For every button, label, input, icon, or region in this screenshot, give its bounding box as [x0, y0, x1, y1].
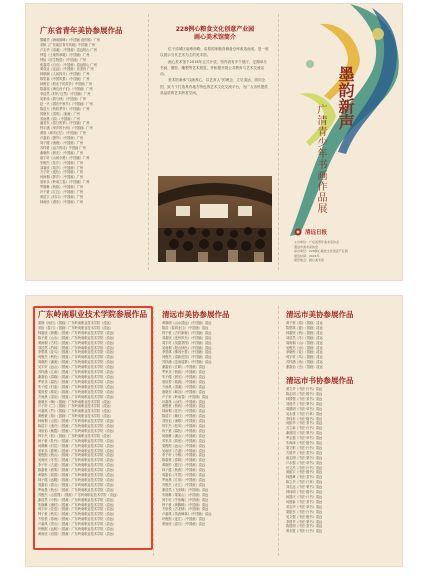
artist-entry: 方雨晨《清溪》（中国画）清远	[162, 384, 206, 389]
brochure-inner-middle-panel	[160, 296, 272, 566]
artist-entry: 苏立新《书法·行书》清远	[286, 426, 323, 431]
artist-entry: 何晓琳《溪山》（中国画）清远	[162, 433, 206, 438]
artist-entry: 卢嘉怡《窗外》（中国画）广州	[40, 136, 84, 141]
artist-entry: 卢志华《清溪》（中国画）清远阳山 广州	[40, 47, 97, 52]
artist-entry: 杨子豪《暮色》（中国画）清远	[162, 428, 206, 433]
artist-entry: 刘建华《书法·篆书》清远	[286, 401, 323, 406]
artist-entry: 何俊杰《秋色》（国画）广东岭南职业技术学院（清远）	[38, 355, 117, 360]
brochure-cover-panel	[280, 4, 402, 280]
artist-entry: 黄雨桐《古村》（国画）广东岭南职业技术学院（清远）	[38, 340, 117, 345]
artist-entry: 苏梓豪《远方的诗》中国画 广州	[40, 145, 86, 150]
museum-intro-title	[154, 26, 276, 42]
artist-entry: 李子轩《古道》（国画）广东岭南职业技术学院（清远）	[38, 463, 117, 468]
artist-entry: 赵一兴《国庆中秋节》（中国画）广州	[40, 101, 93, 106]
artist-entry: 张嘉靖《日出》（中国画）清远阳山 广州	[40, 62, 97, 67]
section-title-city-artists: 清远市美协参展作品	[162, 310, 230, 319]
artist-entry: 何振华《书法·隶书》清远	[286, 421, 323, 426]
artist-entry: 钟宇杰《松风》（中国画）清远	[162, 424, 206, 429]
artist-entry: 何建新《书法·隶书》清远	[286, 499, 323, 504]
artist-entry: 林俊宏《阳光下的故乡》中国画 广州	[40, 82, 93, 87]
panel-divider	[278, 14, 279, 270]
artist-entry: 陈嘉瑶《海边孩子们》（中国画）广州	[40, 87, 93, 92]
artist-entry: 邓帆《广东地区青年风貌》中国画 广州	[40, 42, 96, 47]
artist-entry: 梁文彬《书法·行书》清远	[286, 445, 323, 450]
exhibition-subtitle: 广清青少年书画作品展	[315, 104, 326, 214]
artist-entry: 卢子轩《兰》（国画）广东岭南职业技术学院（清远）	[38, 404, 113, 409]
section-title-lingnan-college: 广东岭南职业技术学院参展作品	[38, 310, 148, 319]
artist-entry: 陈嘉豪《春耕》（中国画）清远	[162, 458, 206, 463]
artist-entry: 陈立华《书法·行草》清远	[286, 480, 323, 485]
artist-entry: 陈浩宇《晚归》（中国画）清远	[162, 414, 206, 419]
artist-entry: 罗晓琳《秋韵》（中国画）广州	[40, 185, 84, 190]
artist-entry: 林建峰《书法·隶书》清远	[286, 475, 323, 480]
artist-entry: 邓家乐《夏荷》（国画）广东岭南职业技术学院（清远）	[38, 448, 117, 453]
artist-entry: 潘若东《春日的梦》（中国画）广州	[40, 121, 90, 126]
artist-entry: 苏俊杰《山居图》（国画）广东岭南职业技术学院（清远）	[38, 492, 120, 497]
artist-entry: 黄欣《城市记忆》（中国画）广州	[40, 131, 87, 136]
artist-entry: 李浩然《时代·自然》（中国画）广州	[40, 91, 91, 96]
artist-entry: 林嘉欣《荷塘》（国画）广东岭南职业技术学院（清远）	[38, 330, 117, 335]
artist-entry: 林子健《远眺》（国画）广东岭南职业技术学院（清远）	[38, 478, 117, 482]
artist-entry: 梁欣悦《桃花》（国画）广东岭南职业技术学院（清远）	[38, 389, 117, 394]
calligraphy-list	[286, 387, 396, 534]
artist-entry: 黄浩宇《村口》（中国画）广州	[40, 195, 84, 199]
artist-entry: 吴家伟《我与秋》（中国画）广州	[40, 96, 87, 101]
artist-entry: 何晓琳《村居》（国画）广东岭南职业技术学院（清远）	[38, 443, 117, 448]
artist-entry: 方国华《书法·隶书》清远	[286, 450, 323, 455]
artist-entry: 林子豪《古村新貌》（中国画）清远	[162, 330, 212, 335]
artist-entry: 林嘉欣《秋》（国画）清远	[286, 330, 323, 335]
artist-entry: 罗志强《书法·草书》清远	[286, 436, 323, 441]
museum-intro-text	[160, 46, 270, 96]
artist-entry: 吴雨桐《阳山秋色》（中国画）清远	[162, 345, 212, 350]
ink-splash-art	[280, 4, 402, 280]
artist-entry: 陈浩天《秋收季节》（中国画）广州	[40, 106, 90, 111]
artist-entry: 黄成达《孟远》（中国画）省美协 广州	[40, 67, 94, 72]
artist-entry: 钟怡《浮生物语》（中国画）广州	[40, 57, 87, 62]
brochure-inner-right-panel	[284, 296, 396, 566]
info-line: 主办单位：广东省青年美术家协会	[294, 240, 340, 244]
artist-entry: 黄俊豪《秋收》（中国画）清远	[162, 404, 206, 409]
exhibition-brochure-inner	[26, 296, 402, 566]
artist-entry: 苏梓涵《江南》（国画）广东岭南职业技术学院（清远）	[38, 370, 117, 375]
artist-entry: 陈建明《书法·隶书》清远	[286, 524, 323, 529]
artist-entry: 李子轩《小镇》（中国画）清远	[162, 453, 206, 458]
artist-entry: 黄晓彤《夏日》（中国画）清远	[162, 463, 206, 468]
museum-intro-title-line1: 228例心粮食文化创意产业园	[175, 26, 255, 33]
artist-entry: 刘浩然《竹林》（国画）广东岭南职业技术学院（清远）	[38, 345, 117, 350]
artist-entry: 罗家乐《暮色》（国画）广东岭南职业技术学院（清远）	[38, 379, 117, 384]
artist-entry: 周嘉怡《春山》（国画）广东岭南职业技术学院（清远）	[38, 482, 117, 487]
newspaper-logo-text: 清远日报	[305, 230, 328, 236]
artist-entry: 林晓娴《人间四月》（中国画）广州	[40, 72, 90, 77]
artist-entry: 刘志远《书法·篆书》清远	[286, 485, 323, 490]
artist-entry: 方欣悦《古龙峡》（中国画）清远	[162, 507, 209, 512]
artist-entry: 邓怡《春日》（国画）广东岭南职业技术学院（清远）	[38, 325, 113, 330]
artist-entry: 黄雨欣《湟川》（中国画）清远	[162, 522, 206, 527]
exhibition-brush-title: 墨韵新声	[336, 66, 355, 130]
artist-entry: 陈志明《书法·楷书》清远	[286, 391, 323, 396]
artist-entry: 苏梓涵《鱼》（国画）清远	[286, 360, 323, 365]
artist-entry: 黄雨欣《田园》（国画）广东岭南职业技术学院（清远）	[38, 531, 117, 536]
city-artists-list-2	[286, 321, 396, 370]
artist-entry: 罗雨晨《江南》（中国画）清远	[162, 478, 206, 482]
youth-artists-list	[40, 38, 146, 205]
artist-entry: 谢浩然《小桥》（国画）广东岭南职业技术学院（清远）	[38, 497, 117, 502]
artist-entry: 邓家乐《故里》（中国画）清远	[162, 438, 206, 443]
section-title-youth-artists: 广东省青年美协参展作品	[40, 26, 123, 35]
info-line: 承办单位：228例心粮食文化创意产业园	[294, 249, 348, 254]
artist-entry: 梁俊熙《秋山》（国画）广东岭南职业技术学院（清远）	[38, 453, 117, 458]
artist-entry: 谢晓彤《晨光》（中国画）广州	[40, 150, 84, 155]
artist-entry: 卢嘉琪《英西峰林》（中国画）清远	[162, 512, 212, 517]
artist-entry: 周德明《书法·草书》清远	[286, 406, 323, 411]
highlight-box	[33, 306, 153, 550]
artist-entry: 钟子豪《秋实》（国画）广东岭南职业技术学院（清远）	[38, 512, 117, 517]
artist-entry: 吴宇轩《远山》（国画）广东岭南职业技术学院（清远）	[38, 365, 117, 370]
panel-divider	[153, 306, 154, 556]
artist-entry: 周子健《渔港》（中国画）广州	[40, 141, 84, 146]
artist-entry: 黄子豪《春》（国画）清远	[286, 321, 323, 325]
artist-entry: 吴俊杰《水》（国画）清远	[286, 345, 323, 350]
info-line: 展览时间：2021年	[294, 253, 320, 258]
artist-entry: 陈思琪《夏》（国画）清远	[286, 325, 323, 330]
artist-entry: 叶嘉琪《山村》（中国画）清远	[162, 399, 206, 404]
artist-entry: 叶文杰《书法·行书》清远	[286, 465, 323, 470]
artist-entry: 卢子轩《岭南春》（中国画）清远	[162, 394, 209, 399]
artist-entry: 苏俊杰《北江》（中国画）清远	[162, 482, 206, 487]
artist-entry: 黄振宇《书法·楷书》清远	[286, 470, 323, 475]
artist-entry: 林雨桐《花开》（中国画）清远	[162, 409, 206, 414]
artist-entry: 吴雨欣《冬雪》（国画）广东岭南职业技术学院（清远）	[38, 458, 117, 463]
newspaper-logo	[294, 228, 327, 236]
panel-divider	[148, 14, 149, 270]
city-artists-list	[162, 321, 272, 527]
artist-entry: 朱晓琳《渔村》（国画）广东岭南职业技术学院（清远）	[38, 502, 117, 507]
artist-entry: 周嘉怡《冬景》（中国画）清远	[162, 473, 206, 478]
artist-entry: 吴雨欣《古道》（中国画）清远	[162, 448, 206, 453]
museum-intro-paragraph: 位于清城区南粤西路，由原国家粮食储备仓库改造而成，是一座以展示当代艺术为主的美术馆。	[160, 47, 269, 58]
artist-entry: 苏梓涵《连南瑶寨》（中国画）清远	[162, 360, 212, 365]
exhibition-brochure-outer	[26, 4, 402, 280]
artist-entry: 林子健《秋意》（中国画）清远	[162, 468, 206, 473]
artist-entry: 刘欣怡《渔歌》（中国画）清远	[162, 419, 206, 424]
brochure-left-panel	[34, 4, 146, 280]
artist-entry: 罗雨晨《秋水》（国画）广东岭南职业技术学院（清远）	[38, 487, 117, 492]
artist-entry: 梁欣悦《桃源》（中国画）清远	[162, 379, 206, 384]
artist-entry: 黄文华《书法·行书》清远	[286, 387, 323, 392]
artist-entry: 李国华《书法·篆书》清远	[286, 519, 323, 524]
artist-entry: 黄俊豪《菊》（国画）广东岭南职业技术学院（清远）	[38, 414, 113, 419]
artist-entry: 林雨欣《漫步》（中国画）广州	[40, 199, 84, 204]
logo-mark-icon	[294, 228, 302, 236]
artist-entry: 唐宇轩《山间小路》（中国画）广州	[40, 155, 90, 160]
section-title-city-artists-2: 清远市美协参展作品	[286, 310, 354, 319]
artist-entry: 何雨桐《梦乡》（中国画）广州	[40, 175, 84, 180]
artist-entry: 何宇轩《花语》（国画）广东岭南职业技术学院（清远）	[38, 507, 117, 512]
artist-entry: 方子轩《夜色》（中国画）广州	[40, 170, 84, 175]
artist-entry: 方雨晨《清泉》（国画）广东岭南职业技术学院（清远）	[38, 394, 117, 399]
artist-entry: 何宇轩《鸟》（国画）清远	[286, 355, 323, 360]
artist-entry: 谢嘉怡《春晓》（国画）广东岭南职业技术学院（清远）	[38, 374, 117, 379]
artist-entry: 叶嘉琪《竹》（国画）广东岭南职业技术学院（清远）	[38, 409, 113, 414]
artist-entry: 林雨桐《山居》（国画）广东岭南职业技术学院（清远）	[38, 419, 117, 424]
artist-entry: 陈浩《春到北江》（中国画）清远	[162, 325, 209, 330]
artist-entry: 梁晓《雨后》（国画）广东岭南职业技术学院（清远）	[38, 321, 113, 325]
artist-entry: 刘浩然《冬》（国画）清远	[286, 335, 323, 340]
artist-entry: 吴永康《书法·行草》清远	[286, 411, 323, 416]
artist-entry: 黄晓明《山水清远》（中国画）清远	[162, 321, 212, 325]
artist-entry: 陈子豪《山水》（国画）广东岭南职业技术学院（清远）	[38, 335, 117, 340]
artist-entry: 方欣悦《春雨》（国画）广东岭南职业技术学院（清远）	[38, 517, 117, 522]
info-line: 清远市美术家协会	[294, 244, 319, 249]
artist-entry: 叶子豪《江边》（中国画）广州	[40, 190, 84, 195]
artist-entry: 黄永胜《书法·行书》清远	[286, 529, 323, 534]
artist-entry: 陈嘉豪《晨雾》（国画）广东岭南职业技术学院（清远）	[38, 468, 117, 473]
artist-entry: 朱海涛《书法·楷书》清远	[286, 441, 323, 446]
gallery-photo	[158, 176, 272, 262]
artist-entry: 朱子健《晨光》（中国画）清远	[162, 374, 206, 379]
artist-entry: 朱晓琳《笔架山》（中国画）清远	[162, 492, 209, 497]
artist-entry: 钟宇涵《家乡的小河》（中国画）广州	[40, 126, 93, 131]
artist-entry: 黎耀华《海南雄峰》（中国画 创作稿）广州	[40, 38, 100, 42]
artist-entry: 邓志华《书法·草书》清远	[286, 504, 323, 509]
panel-divider	[278, 306, 279, 556]
artist-entry: 唐晓东《峡谷》（中国画）清远	[162, 389, 206, 394]
artist-entry: 周宇轩《英德茶园》（中国画）清远	[162, 340, 212, 345]
artist-entry: 朱俊杰《花开》（中国画）广州	[40, 160, 84, 165]
exhibition-info	[294, 240, 348, 263]
artist-entry: 罗家乐《秋韵》（中国画）清远	[162, 370, 206, 375]
artist-entry: 林国强《书法·隶书》清远	[286, 396, 323, 401]
artist-entry: 邓雨晨《春》（中国画）广州	[40, 116, 80, 121]
artist-entry: 李晓彤《花》（国画）清远	[286, 350, 323, 355]
museum-intro-paragraph: 画心美术馆于2016年正式开放，馆内设有多个展厅，定期举办书画、摄影、雕塑等艺术展览，并积极开展公共教育与艺术交流活动。	[160, 59, 267, 77]
museum-intro-paragraph: 美术馆秉承“以画养心，以艺育人”的理念，立足清远，面向全国，致力于打造具有地方特色的艺术文化交流平台，为广大市民提供高品质的艺术欣赏空间。	[160, 78, 268, 96]
artist-entry: 周雨桐《山》（国画）清远	[286, 340, 323, 345]
artist-entry: 梁振东《书法·行书》清远	[286, 509, 323, 514]
artist-entry: 钟雯《土地的承载》（中国画）广州	[40, 52, 90, 57]
artist-entry: 梁家乐《岭南之春》（中国画）广州	[40, 180, 90, 185]
artist-entry: 朱子健《归途》（国画）广东岭南职业技术学院（清远）	[38, 384, 117, 389]
artist-entry: 郭晓东《清风》（油画）广州	[40, 111, 80, 116]
artist-entry: 刘嘉欣《故乡》（中国画）广州	[40, 165, 84, 170]
artist-entry: 陈思嘉《中国风景》（中国画）广州	[40, 77, 90, 82]
artist-entry: 谢浩然《飞来峡》（中国画）清远	[162, 487, 209, 492]
artist-entry: 杨子豪《牡丹》（国画）广东岭南职业技术学院（清远）	[38, 438, 117, 443]
artist-entry: 杨国庆《书法·行书》清远	[286, 495, 323, 499]
info-line: 展览地点：画心美术馆	[294, 258, 325, 263]
artist-entry: 钟子豪《黄腾峡》（中国画）清远	[162, 502, 209, 507]
museum-intro-title-line2: 画心美术馆简介	[193, 34, 236, 41]
artist-entry: 何宇轩《牛鱼嘴》（中国画）清远	[162, 497, 209, 502]
artist-entry: 谢建国《书法·篆书》清远	[286, 431, 323, 436]
artist-entry: 黄晓彤《故园》（国画）广东岭南职业技术学院（清远）	[38, 473, 117, 478]
brochure-middle-panel	[154, 4, 276, 280]
artist-entry: 钟伟明《书法·楷书》清远	[286, 490, 323, 495]
artist-entry: 谢嘉怡《江畔》（中国画）清远	[162, 365, 206, 370]
artist-entry: 叶俊熙《远帆》（国画）广东岭南职业技术学院（清远）	[38, 527, 117, 532]
artist-entry: 周晓彤《溪流》（国画）广东岭南职业技术学院（清远）	[38, 360, 117, 365]
artist-entry: 李思琪《花鸟》（国画）广东岭南职业技术学院（清远）	[38, 350, 117, 355]
artist-entry: 何俊杰《清新田园》（中国画）清远	[162, 355, 212, 360]
artist-entry: 刘欣怡《晚霞》（国画）广东岭南职业技术学院（清远）	[38, 428, 117, 433]
artist-entry: 吴文强《书法·楷书》清远	[286, 514, 323, 519]
artist-entry: 唐志刚《书法·篆书》清远	[286, 455, 323, 460]
section-title-calligraphy: 清远市书协参展作品	[286, 376, 354, 386]
artist-entry: 谢嘉怡《虫》（国画）清远	[286, 365, 323, 370]
artist-entry: 梁俊熙《远山》（中国画）清远	[162, 443, 206, 448]
artist-entry: 李思琪《佛冈小景》（中国画）清远	[162, 350, 212, 355]
artist-entry: 唐晓东《梅》（国画）广东岭南职业技术学院（清远）	[38, 399, 113, 404]
artist-entry: 刘嘉欣《连州风光》（中国画）清远	[162, 335, 212, 340]
artist-entry: 钟宇杰《松》（国画）广东岭南职业技术学院（清远）	[38, 433, 113, 438]
artist-entry: 卢嘉琪《青山》（国画）广东岭南职业技术学院（清远）	[38, 522, 117, 527]
artist-entry: 卢永强《书法·草书》清远	[286, 460, 323, 465]
artist-entry: 叶俊熙《连江》（中国画）清远	[162, 517, 206, 522]
artist-entry: 陈浩宇《渔舟》（国画）广东岭南职业技术学院（清远）	[38, 424, 117, 429]
artist-entry: 李伟东《书法·楷书》清远	[286, 416, 323, 421]
